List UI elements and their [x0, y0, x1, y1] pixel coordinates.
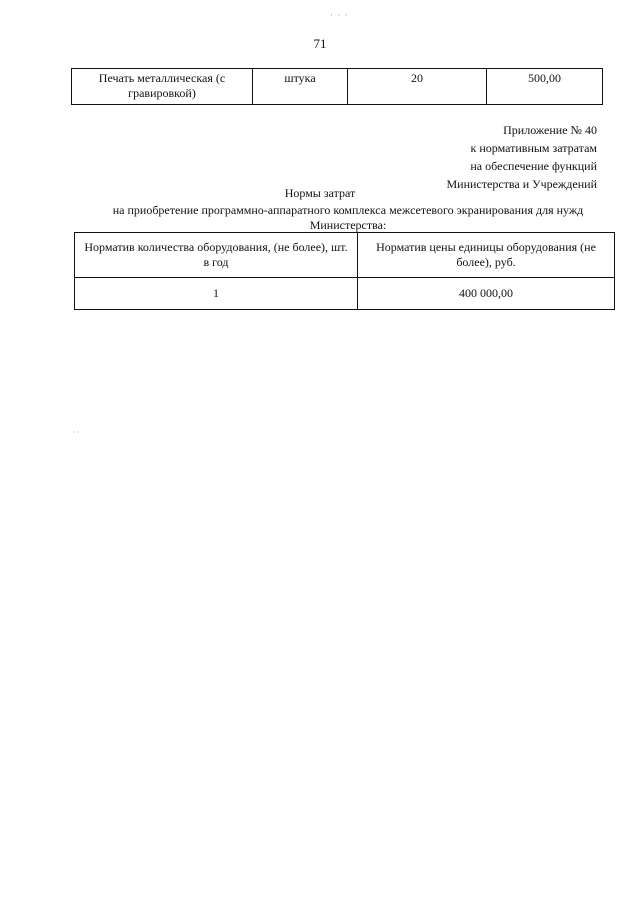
appendix-number: Приложение № 40 [503, 123, 597, 137]
page-number: 71 [313, 36, 327, 51]
quantity-norm-value: 1 [75, 278, 358, 310]
norms-title: Нормы затрат [284, 186, 356, 200]
item-quantity-cell: 20 [348, 69, 487, 105]
margin-mark: · · [72, 428, 80, 437]
table-row [72, 69, 603, 105]
price-norm-value: 400 000,00 [358, 278, 615, 310]
appendix-line: на обеспечение функций [470, 159, 597, 173]
appendix-line: Министерства и Учреждений [446, 177, 597, 191]
norms-subtitle: на приобретение программно-аппаратного комплекса межсетевого экранирования для нужд Министерства: [112, 203, 584, 232]
item-price-cell: 500,00 [487, 69, 603, 105]
norms-table [74, 232, 615, 310]
table-row [75, 278, 615, 310]
appendix-line: к нормативным затратам [470, 141, 597, 155]
item-unit-cell: штука [253, 69, 348, 105]
item-name-cell: Печать металлическая (с гравировкой) [72, 69, 253, 105]
stamp-mark: · · · [330, 10, 349, 20]
price-norm-header: Норматив цены единицы оборудования (не более), руб. [358, 233, 615, 278]
items-table [71, 68, 603, 105]
quantity-norm-header: Норматив количества оборудования, (не более), шт. в год [75, 233, 358, 278]
table-header-row [75, 233, 615, 278]
appendix-header [446, 121, 597, 193]
